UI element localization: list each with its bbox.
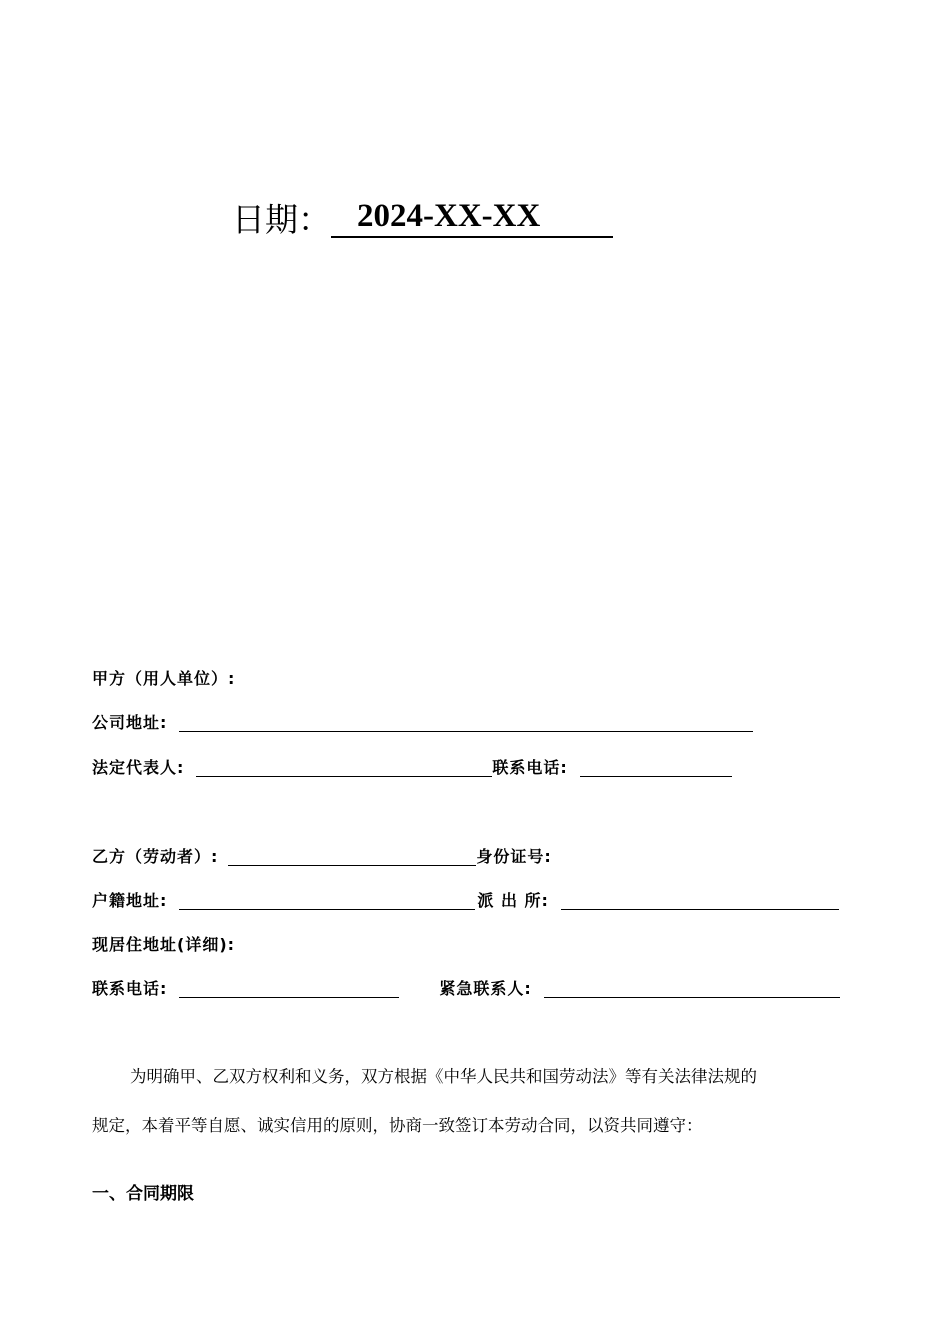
date-value[interactable]: 2024-XX-XX <box>331 196 613 238</box>
date-label: 日期： <box>232 200 331 239</box>
party-a-phone-field[interactable] <box>580 758 732 777</box>
party-b-contact-row <box>92 977 840 1001</box>
residence-row <box>92 933 235 957</box>
party-b-title-row <box>92 845 552 869</box>
company-address-row <box>92 711 753 735</box>
police-station-field[interactable] <box>561 891 839 910</box>
party-b-name-field[interactable] <box>228 847 476 866</box>
id-number-label: 身份证号: <box>476 847 552 866</box>
household-address-field[interactable] <box>179 891 475 910</box>
legal-rep-row <box>92 756 732 780</box>
party-a-title-row <box>92 667 235 691</box>
household-row <box>92 889 839 913</box>
intro-line-1: 为明确甲、乙双方权利和义务，双方根据《中华人民共和国劳动法》等有关法律法规的 <box>130 1067 757 1086</box>
emergency-contact-label: 紧急联系人: <box>439 979 532 998</box>
party-a-phone-label: 联系电话: <box>492 758 568 777</box>
legal-rep-label: 法定代表人: <box>92 758 185 777</box>
party-b-phone-field[interactable] <box>179 979 399 998</box>
company-address-label: 公司地址: <box>92 713 168 732</box>
date-line <box>232 196 613 244</box>
police-station-label: 派 出 所: <box>477 891 549 910</box>
legal-rep-field[interactable] <box>196 758 492 777</box>
intro-line-2: 规定，本着平等自愿、诚实信用的原则，协商一致签订本劳动合同，以资共同遵守： <box>92 1116 703 1135</box>
company-address-field[interactable] <box>179 713 753 732</box>
section-title-contract-term: 一、合同期限 <box>92 1184 194 1204</box>
party-b-title: 乙方（劳动者）: <box>92 847 219 866</box>
emergency-contact-field[interactable] <box>544 979 840 998</box>
party-a-title: 甲方（用人单位）: <box>92 669 236 688</box>
household-address-label: 户籍地址: <box>92 891 168 910</box>
residence-address-label: 现居住地址(详细): <box>92 935 236 954</box>
party-b-phone-label: 联系电话: <box>92 979 168 998</box>
